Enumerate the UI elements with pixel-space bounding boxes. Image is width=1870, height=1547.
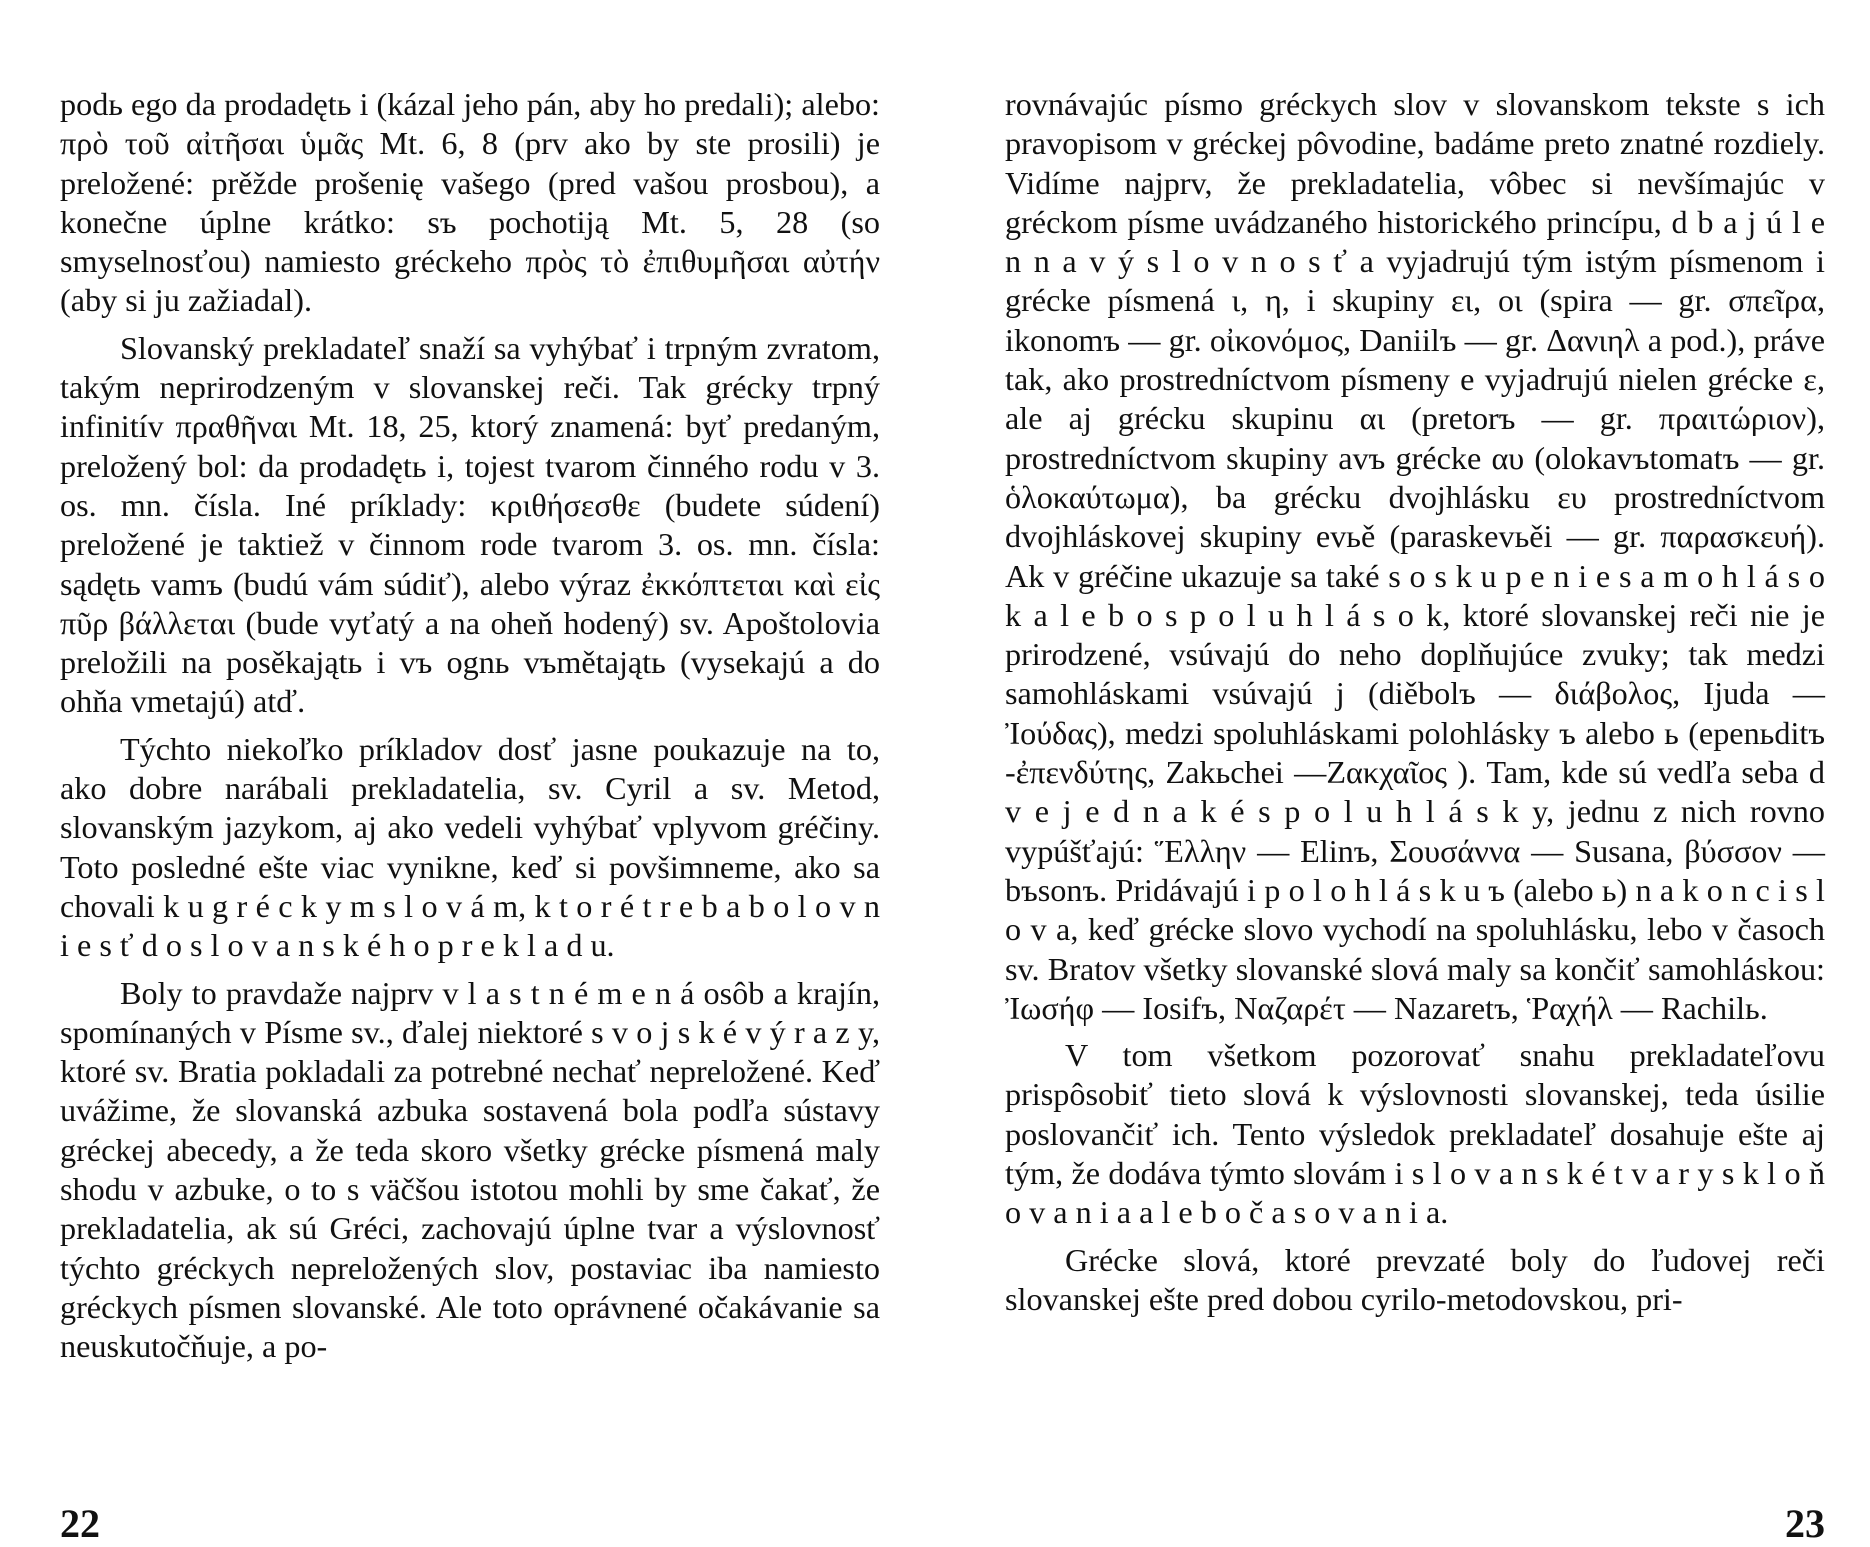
right-paragraph-3: Grécke slová, ktoré prevzaté boly do ľudovej reči slovanskej ešte pred dobou cyrilo-metodovskou, pri- [1005,1241,1825,1317]
right-paragraph-2: V tom všetkom pozorovať snahu prekladateľovu prispôsobiť tieto slová k výslovnosti slovanskej, teda úsilie poslovančiť ich. Tento výsledok prekladateľ dosahuje ešte aj tým, že dodáva týmto slovám i s l o v a n s k é t v a r y s k l o ň o v a n i a a l e b o č a s o v a n i a. [1005,1037,1825,1231]
page-number-left: 22 [60,1501,100,1546]
page-number-right: 23 [1785,1501,1825,1546]
right-paragraph-1: rovnávajúc písmo gréckych slov v slovanskom tekste s ich pravopisom v gréckej pôvodine, badáme preto znatné rozdiely. Vidíme najprv, že prekladatelia, vôbec si nevšímajúc v gréckom písme uvádzaného historického princípu, d b a j ú l e n n a v ý s l o v n o s ť a vyjadrujú tým istým písmenom i grécke písmená ι, η, i skupiny ει, οι (spira — gr. σπεῖρα, ikonomъ — gr. οἰκονόμος, Daniilъ — gr. Δανιηλ a pod.), práve tak, ako prostredníctvom písmeny e vyjadrujú nielen grécke ε, ale aj grécku skupinu αι (pretorъ — gr. πραιτώριον), prostredníctvom skupiny avъ grécke αυ (olokavъtomatъ — gr. ὁλοκαύτωμα), ba grécku dvojhlásku ευ prostredníctvom dvojhláskovej skupiny evьě (paraskevьěi — gr. παρασκευή). Ak v gréčine ukazuje sa také s o s k u p e n i e s a m o h l á s o k a l e b o s p o l u h l á s o k, ktoré slovanskej reči nie je prirodzené, vsúvajú do neho doplňujúce zvuky; tak medzi samohláskami vsúvajú j (diěbolъ — διάβολος, Ijuda — Ἰούδας), medzi spoluhláskami polohlásky ъ alebo ь (epenьditъ -ἐπενδύτης, Zakьchei —Ζακχαῖος ). Tam, kde sú vedľa seba d v e j e d n a k é s p o l u h l á s k y, jednu z nich rovno vypúšťajú: Ἕλλην — Elinъ, Σουσάννα — Susana, βύσσον — bъsonъ. Pridávajú i p o l o h l á s k u ъ (alebo ь) n a k o n c i s l o v a, keď grécke slovo vychodí na spoluhlásku, lebo v časoch sv. Bratov všetky slovanské slová maly sa končiť samohláskou: Ἰωσήφ — Iosifъ, Ναζαρέτ — Nazaretъ, Ῥαχήλ — Rachilь. [1005,86,1825,1026]
left-paragraph-4: Boly to pravdaže najprv v l a s t n é m e n á osôb a krajín, spomínaných v Písme sv., ďalej niektoré s v o j s k é v ý r a z y, ktoré sv. Bratia pokladali za potrebné nechať nepreložené. Keď uvážime, že slovanská azbuka sostavená bola podľa sústavy gréckej abecedy, a že teda skoro všetky grécke písmená maly shodu v azbuke, o to s väčšou istotou mohli by sme čakať, že prekladatelia, ak sú Gréci, zachovajú úplne tvar a výslovnosť týchto gréckych nepreložených slov, postaviac iba namiesto gréckych písmen slovanské. Ale toto oprávnené očakávanie sa neuskutočňuje, a po- [60,974,880,1365]
right-page [1005,85,1825,1546]
left-page [60,85,880,1546]
left-paragraph-3: Týchto niekoľko príkladov dosť jasne poukazuje na to, ako dobre narábali prekladatelia, sv. Cyril a sv. Metod, slovanským jazykom, aj ako vedeli vyhýbať vplyvom gréčiny. Toto posledné ešte viac vynikne, keď si povšimneme, ako sa chovali k u g r é c k y m s l o v á m, k t o r é t r e b a b o l o v n i e s ť d o s l o v a n s k é h o p r e k l a d u. [60,730,880,964]
left-paragraph-1: podь ego da prodadętь i (kázal jeho pán, aby ho predali); alebo: πρὸ τοῦ αἰτῆσαι ὑμᾶς Mt. 6, 8 (prv ako by ste prosili) je preložené: prěžde prošenię vašego (pred vašou prosbou), a konečne úplne krátko: sъ pochotiją Mt. 5, 28 (so smyselnosťou) namiesto gréckeho πρὸς τὸ ἐπιθυμῆσαι αὐτήν (aby si ju zažiadal). [60,86,880,319]
left-paragraph-2: Slovanský prekladateľ snaží sa vyhýbať i trpným zvratom, takým neprirodzeným v slovanskej reči. Tak grécky trpný infinitív πραθῆναι Mt. 18, 25, ktorý znamená: byť predaným, preložený bol: da prodadętь i, tojest tvarom činného rodu v 3. os. mn. čísla. Iné príklady: κριθήσεσθε (budete súdení) preložené je taktiež v činnom rode tvarom 3. os. mn. čísla: sądętь vamъ (budú vám súdiť), alebo výraz ἐκκόπτεται καὶ εἰς πῦρ βάλλεται (bude vyťatý a na oheň hodený) sv. Apoštolovia preložili na posěkajątь i vъ ognь vъmětajątь (vysekajú a do ohňa vmetajú) atď. [60,329,880,720]
